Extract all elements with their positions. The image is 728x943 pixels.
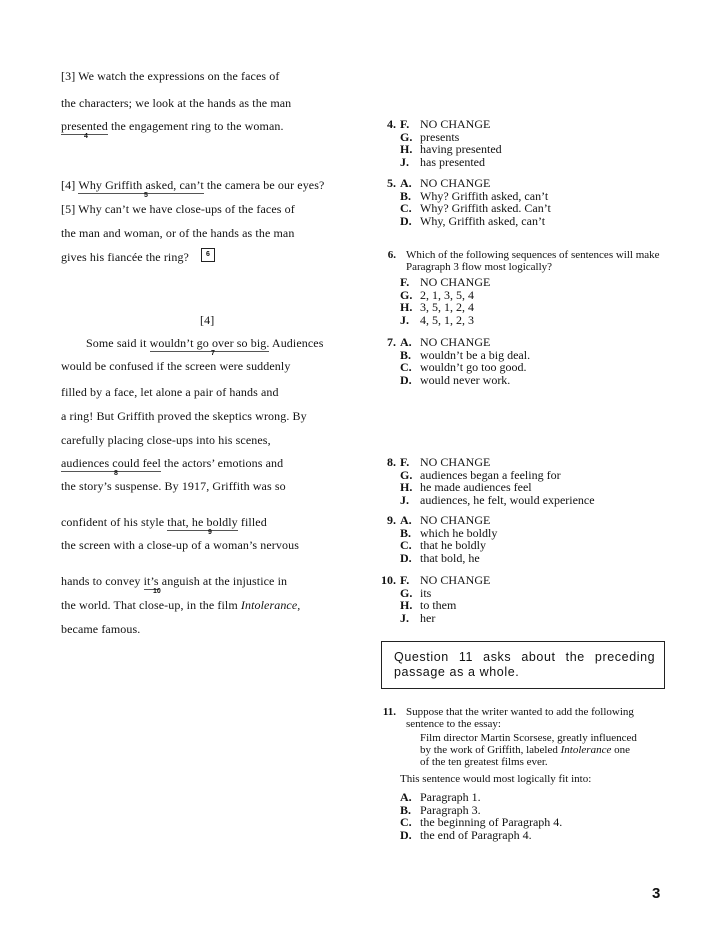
option-letter[interactable]: F. — [400, 275, 410, 289]
question-6 — [374, 249, 670, 326]
passage-text: the camera be our eyes? — [203, 178, 325, 192]
note-line: passage as a whole. — [394, 665, 520, 679]
option-text[interactable]: NO CHANGE — [420, 573, 491, 587]
question-9 — [374, 514, 670, 564]
question-number: 9. — [387, 513, 396, 527]
question-prompt: This sentence would most logically fit into: — [400, 773, 592, 785]
passage-line: filled by a face, let alone a pair of hands and — [61, 385, 279, 399]
passage-text: anguish at the injustice in — [158, 574, 288, 588]
option-text[interactable]: Why, Griffith asked, can’t — [420, 213, 546, 228]
stem-line: Paragraph 3 flow most logically? — [406, 261, 553, 273]
passage-line: would be confused if the screen were suddenly — [61, 359, 291, 373]
passage-text: confident of his style — [61, 515, 168, 529]
option-letter[interactable]: B. — [400, 188, 412, 203]
underlined-portion-8[interactable]: audiences could feel — [61, 456, 161, 470]
passage-line — [61, 515, 267, 529]
option-text[interactable]: has presented — [420, 154, 485, 169]
question-marker-6: 6 — [201, 248, 215, 262]
option-text[interactable]: NO CHANGE — [420, 117, 491, 131]
option-text[interactable]: her — [420, 610, 436, 625]
option-letter[interactable]: J. — [400, 492, 409, 507]
passage-line — [61, 574, 287, 588]
film-title: Intolerance, — [240, 598, 301, 612]
option-text[interactable]: having presented — [420, 142, 502, 156]
passage-line: [5] Why can’t we have close-ups of the faces of — [61, 202, 295, 216]
passage-line: gives his fiancée the ring? — [61, 250, 189, 264]
option-letter[interactable]: C. — [400, 201, 412, 215]
passage-text: the engagement ring to the woman. — [107, 119, 284, 133]
underlined-portion-9[interactable]: that, he boldly — [167, 515, 238, 529]
passage-line: a ring! But Griffith proved the skeptics wrong. By — [61, 409, 307, 423]
question-number: 6. — [387, 249, 396, 261]
film-title: Intolerance — [560, 744, 612, 756]
option-text[interactable]: NO CHANGE — [420, 455, 491, 469]
question-7 — [374, 336, 670, 386]
option-text[interactable]: Paragraph 1. — [420, 790, 481, 804]
option-text[interactable]: Why? Griffith asked. Can’t — [420, 201, 551, 215]
passage-text: the world. That close-up, in the film — [61, 598, 241, 612]
option-letter[interactable]: A. — [400, 513, 412, 527]
option-text[interactable]: that he boldly — [420, 538, 486, 552]
quoted-sentence — [374, 732, 670, 768]
question-marker-5: 5 — [144, 192, 148, 199]
question-marker-10: 10 — [153, 588, 161, 595]
question-stem — [374, 706, 670, 730]
question-marker-9: 9 — [208, 529, 212, 536]
underlined-portion-10[interactable]: it’s — [143, 574, 159, 588]
option-text[interactable]: wouldn’t go too good. — [420, 360, 527, 374]
option-text[interactable]: Why? Griffith asked, can’t — [420, 188, 549, 203]
option-text[interactable]: that bold, he — [420, 550, 480, 565]
question-number: 4. — [387, 117, 396, 131]
passage-text: [4] — [61, 178, 79, 192]
option-text[interactable]: to them — [420, 598, 457, 612]
option-text[interactable]: wouldn’t be a big deal. — [420, 347, 531, 362]
option-letter[interactable]: G. — [400, 467, 413, 482]
option-letter[interactable]: D. — [400, 372, 412, 387]
option-text[interactable]: audiences, he felt, would experience — [420, 492, 595, 507]
question-marker-4: 4 — [84, 133, 88, 140]
option-letter[interactable]: G. — [400, 129, 413, 144]
passage-text: hands to convey — [61, 574, 144, 588]
option-letter[interactable]: H. — [400, 142, 413, 156]
option-letter[interactable]: F. — [400, 117, 410, 131]
option-text[interactable]: NO CHANGE — [420, 275, 491, 289]
option-letter[interactable]: B. — [400, 802, 412, 817]
option-text[interactable]: 3, 5, 1, 2, 4 — [420, 300, 474, 314]
question-stem — [374, 249, 670, 273]
question-marker-8: 8 — [114, 470, 118, 477]
option-letter[interactable]: D. — [400, 550, 412, 565]
question-number: 5. — [387, 176, 396, 190]
underlined-portion-5[interactable]: Why Griffith asked, can’t — [78, 178, 204, 192]
option-text[interactable]: audiences began a feeling for — [420, 467, 561, 482]
option-letter[interactable]: C. — [400, 815, 412, 829]
option-letter[interactable]: H. — [400, 300, 413, 314]
stem-line: Which of the following sequences of sentences will make — [406, 249, 660, 261]
passage-line: the story’s suspense. By 1917, Griffith was so — [61, 479, 286, 493]
passage-line: became famous. — [61, 622, 141, 636]
passage-line: [3] We watch the expressions on the faces of — [61, 69, 280, 83]
option-text[interactable]: which he boldly — [420, 525, 498, 540]
question-4 — [374, 118, 670, 168]
stem-line: sentence to the essay: — [406, 718, 501, 730]
option-letter[interactable]: J. — [400, 312, 409, 327]
option-letter[interactable]: B. — [400, 347, 412, 362]
quote-line: Film director Martin Scorsese, greatly influenced — [420, 732, 637, 744]
passage-line — [86, 336, 323, 350]
option-letter[interactable]: F. — [400, 455, 410, 469]
passage-text: Audiences — [269, 336, 324, 350]
option-text[interactable]: NO CHANGE — [420, 335, 491, 349]
passage-line: the man and woman, or of the hands as the man — [61, 226, 295, 240]
option-text[interactable]: the end of Paragraph 4. — [420, 827, 532, 842]
option-letter[interactable]: D. — [400, 827, 412, 842]
question-11-note-box — [381, 641, 665, 689]
option-letter[interactable]: G. — [400, 287, 413, 302]
paragraph-number: [4] — [200, 313, 215, 327]
question-marker-7: 7 — [211, 350, 215, 357]
passage-line: carefully placing close-ups into his scenes, — [61, 433, 271, 447]
option-text[interactable]: 2, 1, 3, 5, 4 — [420, 287, 474, 302]
option-text[interactable]: presents — [420, 129, 460, 144]
option-text[interactable]: its — [420, 585, 432, 600]
option-letter[interactable]: C. — [400, 538, 412, 552]
passage-line: the screen with a close-up of a woman’s nervous — [61, 538, 299, 552]
option-text[interactable]: the beginning of Paragraph 4. — [420, 815, 563, 829]
passage-text: Some said it — [86, 336, 150, 350]
option-letter[interactable]: G. — [400, 585, 413, 600]
question-number: 8. — [387, 455, 396, 469]
passage-line — [61, 119, 284, 133]
option-text[interactable]: NO CHANGE — [420, 176, 491, 190]
passage-line: the characters; we look at the hands as the man — [61, 96, 292, 110]
passage-line — [61, 456, 283, 470]
option-letter[interactable]: F. — [400, 573, 410, 587]
question-11 — [374, 706, 670, 841]
quote-line — [420, 744, 670, 756]
question-10 — [374, 574, 670, 624]
question-number: 11. — [382, 706, 396, 718]
page-number: 3 — [652, 885, 661, 902]
option-letter[interactable]: D. — [400, 213, 412, 228]
option-letter[interactable]: C. — [400, 360, 412, 374]
underlined-portion-4[interactable]: presented — [61, 119, 108, 133]
question-8 — [374, 456, 670, 506]
passage-text: the actors’ emotions and — [160, 456, 284, 470]
question-number: 7. — [387, 335, 396, 349]
option-letter[interactable]: J. — [400, 154, 409, 169]
quote-text: by the work of Griffith, labeled — [420, 744, 561, 756]
passage-line — [61, 178, 324, 192]
option-letter[interactable]: A. — [400, 790, 412, 804]
option-text[interactable]: NO CHANGE — [420, 513, 491, 527]
note-line: Question 11 asks about the preceding — [394, 650, 656, 664]
question-5 — [374, 177, 670, 227]
passage-line — [61, 598, 300, 612]
passage-text: filled — [237, 515, 267, 529]
option-text[interactable]: 4, 5, 1, 2, 3 — [420, 312, 474, 327]
option-text[interactable]: he made audiences feel — [420, 480, 532, 494]
option-text[interactable]: would never work. — [420, 372, 511, 387]
question-number: 10. — [381, 573, 396, 587]
option-letter[interactable]: J. — [400, 610, 409, 625]
underlined-portion-7[interactable]: wouldn’t go over so big. — [149, 336, 270, 350]
option-letter[interactable]: B. — [400, 525, 412, 540]
stem-line: Suppose that the writer wanted to add the following — [406, 706, 634, 718]
option-letter[interactable]: A. — [400, 176, 412, 190]
option-letter[interactable]: H. — [400, 480, 413, 494]
quote-line: of the ten greatest films ever. — [420, 756, 548, 768]
quote-text: one — [611, 744, 630, 756]
option-letter[interactable]: A. — [400, 335, 412, 349]
option-text[interactable]: Paragraph 3. — [420, 802, 481, 817]
option-letter[interactable]: H. — [400, 598, 413, 612]
